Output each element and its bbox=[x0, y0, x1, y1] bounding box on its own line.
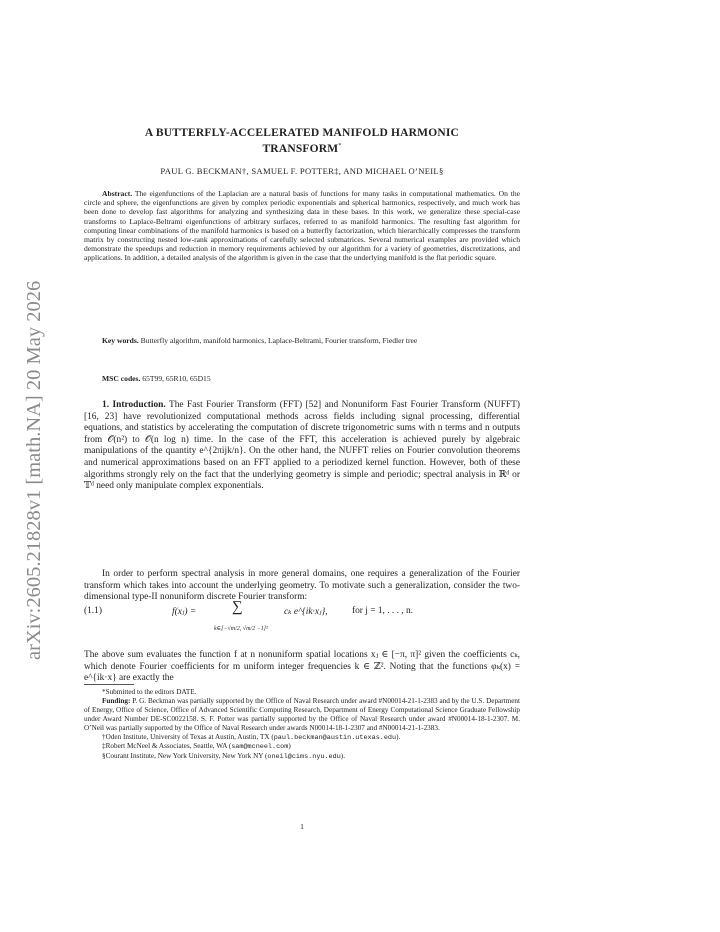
intro-text-2: In order to perform spectral analysis in more general domains, one requires a generalization of the Fourier transform which takes into account the underlying geometry. To motivate such a generalization, consider the two-dimensional type-II nonuniform discrete Fourier transform: bbox=[84, 569, 520, 603]
section-heading: 1. Introduction. bbox=[102, 400, 166, 410]
aff3-close: ). bbox=[340, 752, 345, 761]
abstract bbox=[84, 189, 520, 263]
equation-sum-range: k∈[−√m/2, √m/2 −1]² bbox=[214, 626, 268, 632]
keywords bbox=[84, 336, 520, 345]
footnote-funding bbox=[84, 697, 520, 733]
equation-rhs: cₖ e^{ik·xⱼ}, bbox=[284, 607, 328, 617]
aff3-email[interactable]: oneil@cims.nyu.edu bbox=[267, 753, 341, 762]
equation-condition: for j = 1, . . . , n. bbox=[352, 606, 414, 616]
aff2-text: ‡Robert McNeel & Associates, Seattle, WA ( bbox=[102, 742, 232, 751]
intro-text-3: The above sum evaluates the function f at n nonuniform spatial locations xⱼ ∈ [−π, π]² given the coefficients cₖ, which denote Fourier coefficients for m uniform integer frequencies k ∈ ℤ². Noting that the functions φₖ(x) = e^{ik·x} are exactly the bbox=[84, 650, 520, 684]
equation-lhs: f(xⱼ) = bbox=[172, 607, 197, 617]
abstract-label: Abstract. bbox=[102, 189, 133, 198]
footnotes bbox=[84, 688, 520, 762]
author-list: PAUL G. BECKMAN†, SAMUEL F. POTTER‡, AND MICHAEL O’NEIL§ bbox=[160, 166, 444, 176]
footnote-rule bbox=[84, 684, 134, 685]
footnote-affiliation-2 bbox=[84, 742, 520, 752]
msc-text: 65T99, 65R10, 65D15 bbox=[142, 374, 211, 383]
arxiv-stamp-text: arXiv:2605.21828v1 [math.NA] 20 May 2026 bbox=[23, 280, 45, 660]
intro-paragraph-2 bbox=[84, 569, 520, 604]
footnote-submitted: *Submitted to the editors DATE. bbox=[102, 688, 197, 696]
keywords-text: Butterfly algorithm, manifold harmonics, Laplace-Beltrami, Fourier transform, Fiedler tree bbox=[140, 336, 418, 345]
title-line-2-text: TRANSFORM bbox=[262, 142, 339, 155]
footnote-affiliation-1 bbox=[84, 733, 520, 743]
aff1-close: ). bbox=[396, 732, 401, 741]
arxiv-stamp-svg bbox=[6, 0, 54, 932]
equation-number: (1.1) bbox=[84, 606, 102, 616]
intro-paragraph-3 bbox=[84, 650, 520, 685]
aff1-text: †Oden Institute, University of Texas at Austin, Austin, TX ( bbox=[102, 732, 274, 741]
msc-label: MSC codes. bbox=[102, 374, 141, 383]
aff1-email[interactable]: paul.beckman@austin.utexas.edu bbox=[273, 733, 397, 742]
intro-text-1: The Fast Fourier Transform (FFT) [52] and Nonuniform Fast Fourier Transform (NUFFT) [16, 23] have revolutionized computational methods across fields including signal processing, differential equations, and statistics by accelerating the computation of discrete trigonometric sums with n terms and n outputs from 𝒪(n²) to 𝒪(n log n) time. In the case of the FFT, this acceleration is achieved purely by algebraic manipulations of the quantity e^{2πijk/n}. On the other hand, the NUFFT relies on Fourier convolution theorems and numerical approximations based on an FFT applied to a periodized kernel function. However, both of these algorithms strongly rely on the fact that the underlying geometry is simple and periodic; spectral analysis in ℝᵈ or 𝕋ᵈ need only manipulate complex exponentials. bbox=[84, 400, 520, 492]
aff2-email[interactable]: sam@mcneel.com bbox=[231, 743, 289, 752]
equation-1-1 bbox=[84, 599, 520, 638]
equation-sum-symbol: ∑ bbox=[232, 599, 243, 615]
intro-paragraph-1 bbox=[84, 400, 520, 493]
msc-codes bbox=[102, 374, 211, 383]
footnote-affiliation-3 bbox=[84, 752, 520, 762]
paper-title bbox=[84, 127, 520, 156]
funding-text: P. G. Beckman was partially supported by the Office of Naval Research under award #N00014-21-1-2383 and by the U.S. Department of Energy, Office of Science, Office of Advanced Scientific Computing Research, Department of Energy Computational Science Graduate Fellowship under Award Number DE-SC0022158. S. F. Potter was partially supported by the Office of Naval Research under award #N00014-18-1-2307. M. O’Neil was partially supported by the Office of Naval Research under awards N00014-18-1-2307 and #N00014-21-1-2383. bbox=[84, 696, 520, 732]
abstract-text: The eigenfunctions of the Laplacian are a natural basis of functions for many tasks in computational mathematics. On the circle and sphere, the eigenfunctions are given by complex periodic exponentials and spherical harmonics, respectively, and much work has been done to develop fast algorithms for analyzing and synthesizing data in these bases. In this work, we generalize these special-case transforms to Laplace-Beltrami eigenfunctions of arbitrary surfaces, referred to as manifold harmonics. The resulting fast algorithm for computing linear combinations of the manifold harmonics is based on a butterfly factorization, which hierarchically compresses the transform matrix by constructing nested low-rank approximations of carefully selected submatrices. Several numerical examples are provided which demonstrate the speedups and reduction in memory requirements achieved by our algorithm for a variety of geometries, discretizations, and applications. In addition, a detailed analysis of the algorithm is given in the case that the underlying manifold is the flat periodic square. bbox=[84, 189, 520, 263]
aff2-close: ) bbox=[288, 742, 291, 751]
keywords-label: Key words. bbox=[102, 336, 139, 345]
arxiv-side-stamp bbox=[6, 0, 54, 932]
title-line-1: A BUTTERFLY-ACCELERATED MANIFOLD HARMONIC bbox=[144, 127, 460, 139]
page-number: 1 bbox=[300, 822, 304, 831]
title-line-2: TRANSFORM* bbox=[262, 142, 342, 155]
funding-label: Funding: bbox=[102, 696, 131, 705]
aff3-text: §Courant Institute, New York University, New York NY ( bbox=[102, 752, 268, 761]
